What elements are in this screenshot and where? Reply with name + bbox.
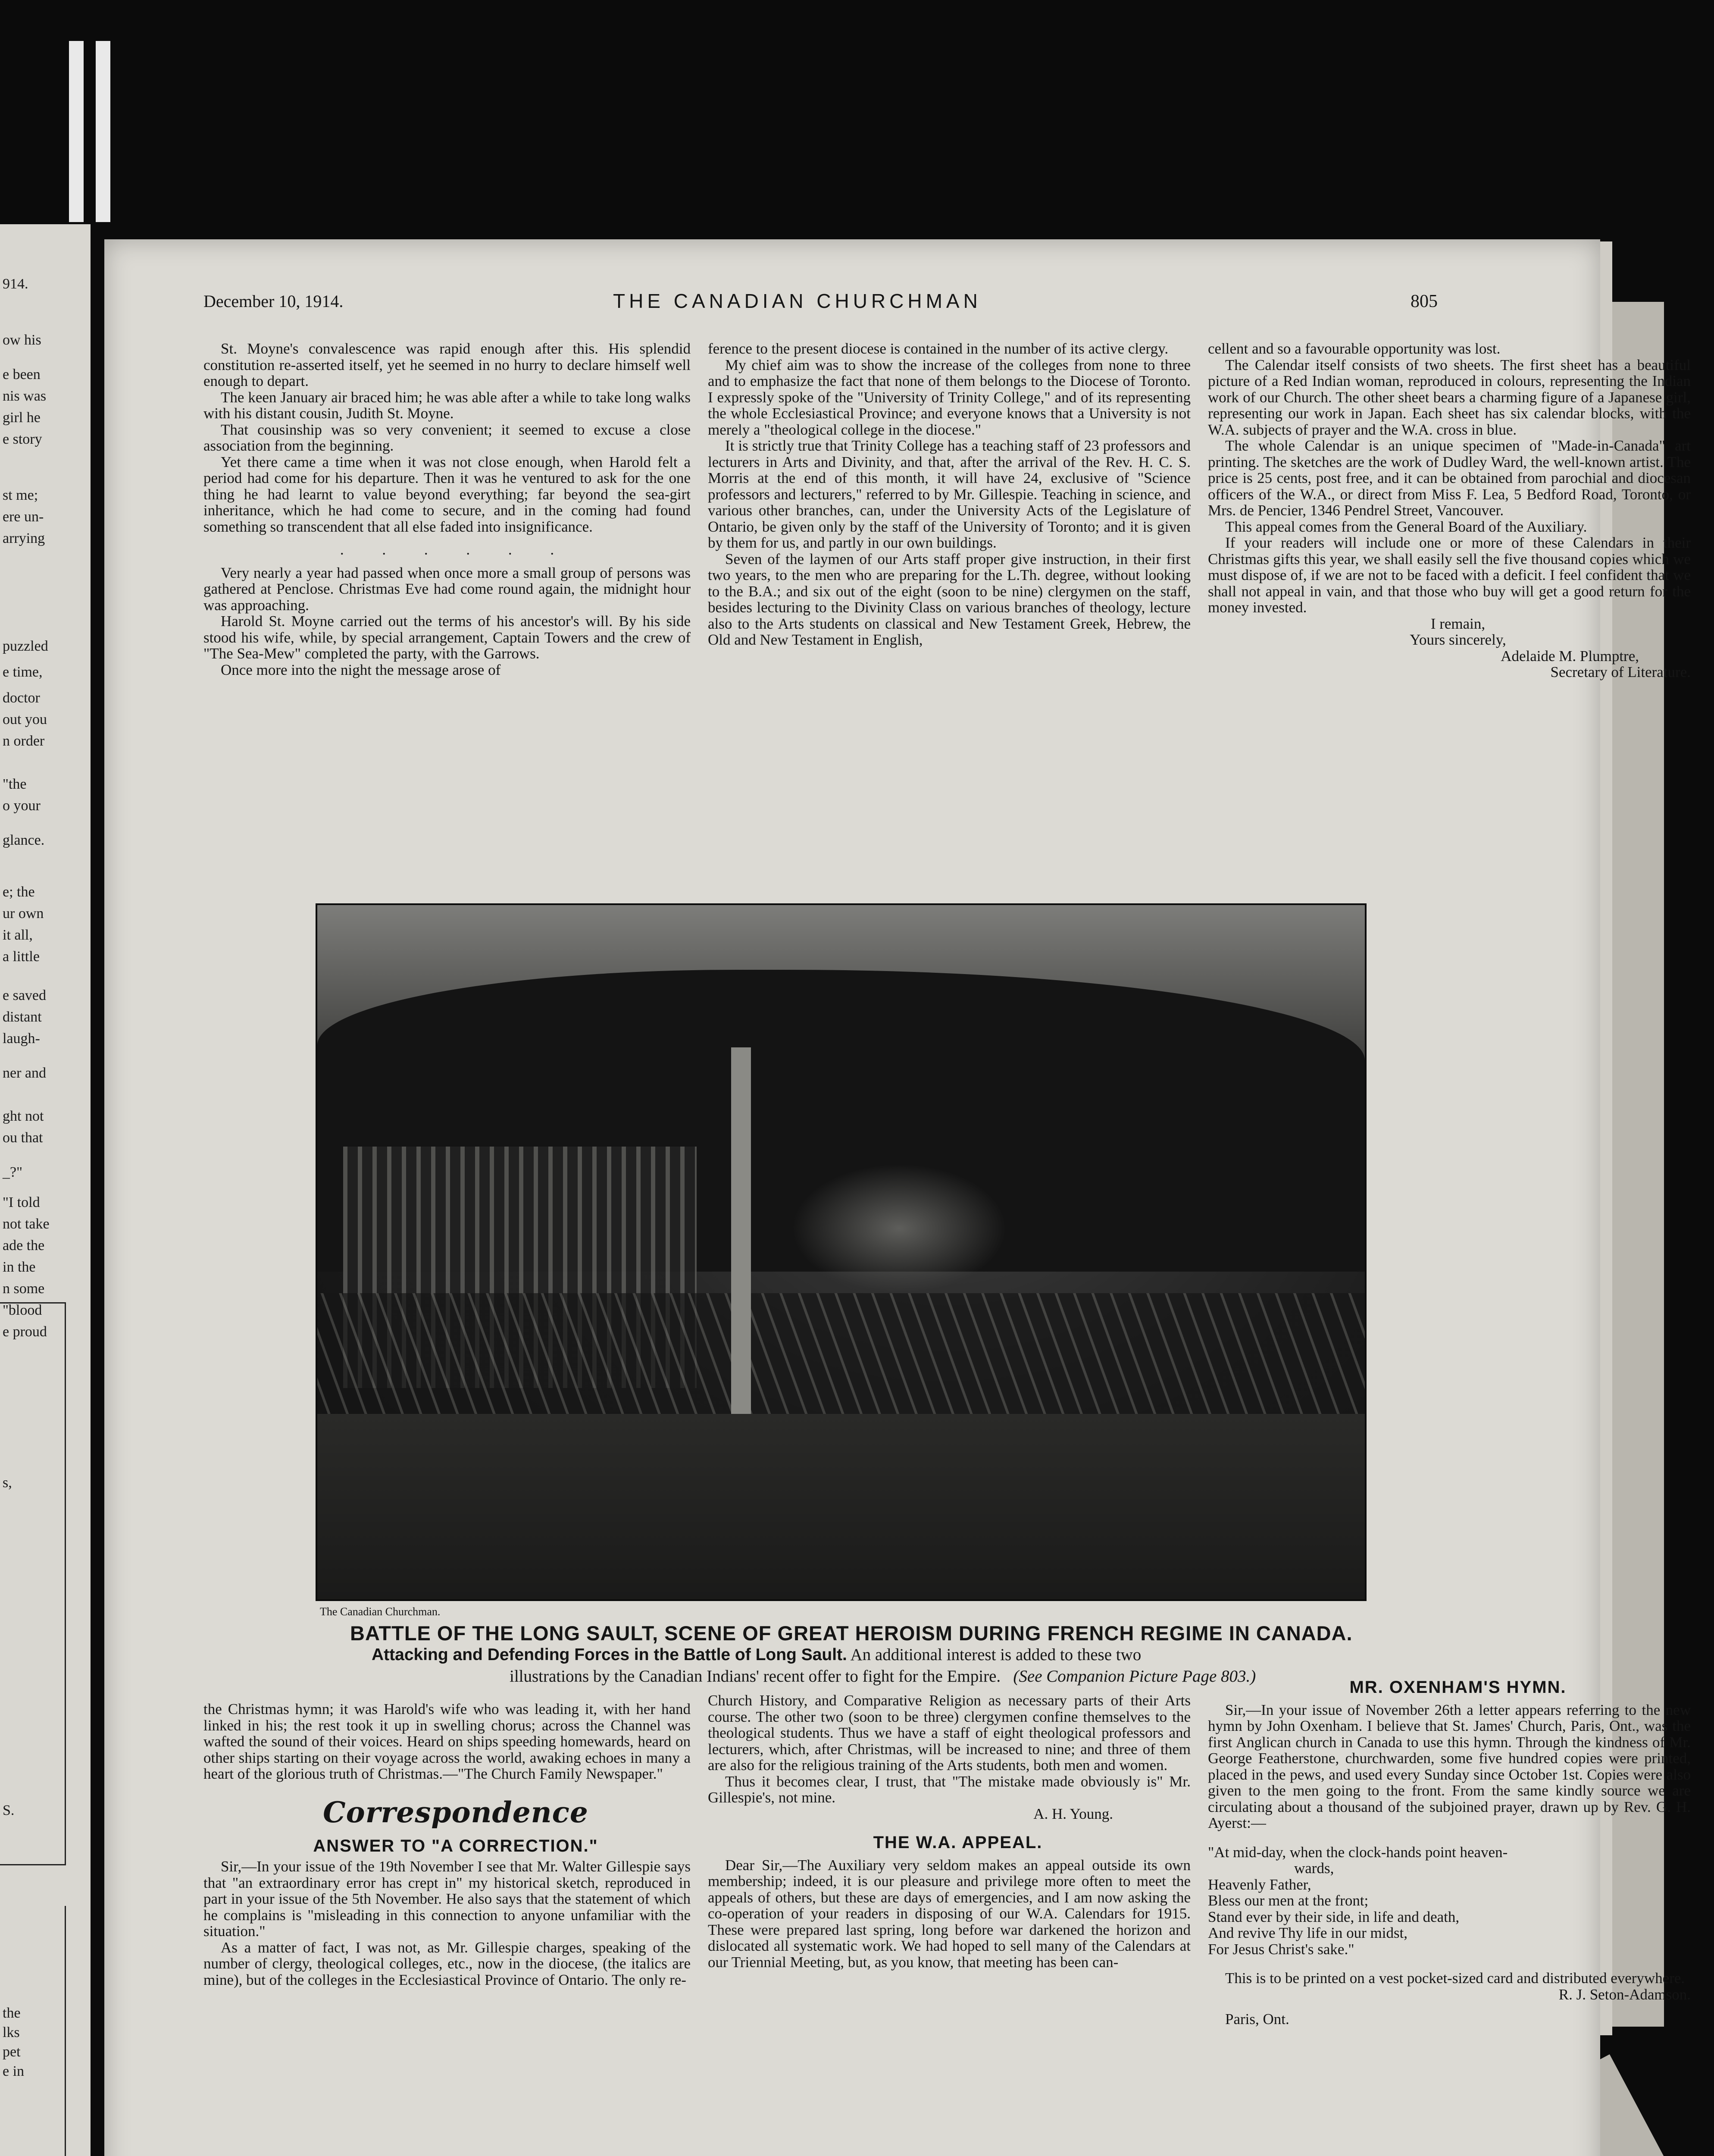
caption-bold: Attacking and Defending Forces in the Battle of Long Sault. <box>372 1645 847 1664</box>
paragraph: Sir,—In your issue of November 26th a letter appears referring to the new hymn by John Oxenham. I believe that St. James' Church, Paris, Ont., was the first Anglican church in Canada to use this hymn. Through the kindness of Mr. George Featherstone, churchwarden, some five hundred copies were printed, placed in the pews, and used every Sunday since October 1st. Copies were also given to the men going to the front. From the same kindly source we are circulating about a thousand of the subjoined prayer, drawn up by Rev. G. H. Ayerst:— <box>1208 1701 1691 1831</box>
prev-page-fragment: o your <box>3 798 41 814</box>
poem-line: Heavenly Father, <box>1208 1876 1311 1893</box>
photo-smoke <box>791 1164 1007 1293</box>
letter-signature-role: Secretary of Literature. <box>1550 664 1691 680</box>
signature: A. H. Young. <box>1033 1805 1113 1822</box>
article-heading: ANSWER TO "A CORRECTION." <box>313 1836 598 1855</box>
prev-page-box <box>0 1302 66 1865</box>
paragraph: Once more into the night the message arose of <box>221 661 501 678</box>
signature: R. J. Seton-Adamson. <box>1558 1986 1691 2003</box>
prev-page-fragment: e been <box>3 367 41 382</box>
prev-page-fragment: "the <box>3 776 27 792</box>
prev-page-fragment: _?" <box>3 1164 22 1180</box>
prev-page-fragment: in the <box>3 1259 36 1275</box>
photo-caption-title: BATTLE OF THE LONG SAULT, SCENE OF GREAT HEROISM DURING FRENCH REGIME IN CANADA. <box>350 1622 1353 1645</box>
prev-page-fragment: e time, <box>3 664 43 680</box>
film-bar-top-right <box>96 41 110 222</box>
header-date: December 10, 1914. <box>203 291 344 311</box>
paragraph: ference to the present diocese is contained in the number of its active clergy. <box>708 340 1169 357</box>
caption-rest: An additional interest is added to these two <box>850 1645 1142 1664</box>
prev-page-fragment: out you <box>3 711 47 727</box>
prev-page-fragment: distant <box>3 1009 42 1025</box>
paragraph: The Calendar itself consists of two sheets. The first sheet has a beautiful picture of a Red Indian woman, reproduced in colours, representing the Indian work of our Church. The other sheet bears a charming figure of a Japanese girl, representing our work in Japan. Each sheet has six calendar blocks, with the W.A. subjects of prayer and the W.A. cross in blue. <box>1208 356 1691 438</box>
prev-page-fragment: "blood <box>3 1302 42 1318</box>
paragraph: Yet there came a time when it was not close enough, when Harold felt a period had come for his departure. Then it was he ventured to ask for the one thing he had learnt to value beyond everything; far beyond the sea-girt inheritance, which he had come to secure, and in the coming had found something so transcendent that all else faded into insignificance. <box>203 453 691 535</box>
paragraph: That cousinship was so very convenient; it seemed to excuse a close association from the beginning. <box>203 421 691 454</box>
prev-page-fragment: e saved <box>3 987 47 1003</box>
paragraph: This appeal comes from the General Board of the Auxiliary. <box>1225 518 1587 535</box>
page-header <box>104 291 1600 321</box>
paragraph: Dear Sir,—The Auxiliary very seldom makes an appeal outside its own membership; indeed, it is our pleasure and privilege more often to meet the appeals of others, but these are days of emergencies, and I am now asking the co-operation of your readers in disposing of our W.A. Calendars for 1915. These were prepared last spring, long before war darkened the horizon and dislocated all systematic work. We had hoped to sell many of the Calendars at our Triennial Meeting, but, as you know, that meeting has been can- <box>708 1856 1191 1971</box>
paragraph: cellent and so a favourable opportunity was lost. <box>1208 340 1501 357</box>
prev-page-fragment: ade the <box>3 1238 45 1253</box>
paragraph: The whole Calendar is an unique specimen of "Made-in-Canada" art printing. The sketches are the work of Dudley Ward, the well-known artist. The price is 25 cents, post free, and it can be obtained from parochial and diocesan officers of the W.A., or direct from Miss F. Lea, 5 Bedford Road, Toronto, or Mrs. de Pencier, 1346 Pendrel Street, Vancouver. <box>1208 437 1691 519</box>
prev-page-fragment: ou that <box>3 1130 43 1146</box>
prev-page-fragment: e in <box>3 2063 25 2079</box>
prev-page-fragment: n order <box>3 733 45 749</box>
poem-line: Bless our men at the front; <box>1208 1892 1369 1909</box>
caption-reference: (See Companion Picture Page 803.) <box>1013 1667 1256 1686</box>
prev-page-fragment: "I told <box>3 1194 40 1210</box>
paragraph: Harold St. Moyne carried out the terms of his ancestor's will. By his side stood his wife, while, by special arrangement, Captain Towers and the crew of "The Sea-Mew" completed the party, with the Garrows. <box>203 613 691 662</box>
section-title: Correspondence <box>323 1795 588 1829</box>
letter-signature: Adelaide M. Plumptre, <box>1501 647 1639 664</box>
paragraph: This is to be printed on a vest pocket-sized card and distributed everywhere. <box>1225 1970 1685 1987</box>
column-1-bottom <box>203 1701 691 1988</box>
prev-page-fragment: e; the <box>3 884 35 900</box>
header-page-number: 805 <box>1411 291 1438 311</box>
paragraph: If your readers will include one or more of these Calendars in their Christmas gifts this year, we shall easily sell the five thousand copies which we must dispose of, if we are not to be faced with a deficit. I feel confident that we shall not appeal in vain, and that those who buy will get a good return for the money invested. <box>1208 534 1691 616</box>
column-3-top <box>1208 341 1691 680</box>
poem-line: And revive Thy life in our midst, <box>1208 1924 1408 1941</box>
prev-page-fragment: puzzled <box>3 638 48 654</box>
paragraph: It is strictly true that Trinity College has a teaching staff of 23 professors and lecturers in Arts and Divinity, and that, after the arrival of the Rev. H. C. S. Morris at the end of this month, it will have 24, exclusive of "Science professors and lecturers," referred to by Mr. Gillespie. Teaching in science, and various other branches, can, under the University Acts of the Legislature of Ontario, be given only by the staff of the University of Toronto; and it is given by them for us, and partly in our own buildings. <box>708 437 1191 551</box>
paragraph: Seven of the laymen of our Arts staff proper give instruction, in their first two years, to the men who are preparing for the L.Th. degree, without looking to the B.A.; and six out of the eight (soon to be nine) clergymen on the staff, besides lecturing to the Divinity Class on various branches of theology, lecture also to the Arts students on classical and New Testament Greek, Hebrew, the Old and New Testament in English, <box>708 550 1191 648</box>
column-2-top <box>708 341 1191 648</box>
prev-page-fragment: nis was <box>3 388 47 404</box>
paragraph: Thus it becomes clear, I trust, that "The mistake made obviously is" Mr. Gillespie's, not mine. <box>708 1773 1191 1806</box>
prev-page-fragment: S. <box>3 1802 15 1818</box>
prev-page-fragment: the <box>3 2005 21 2021</box>
prev-page-fragment: ner and <box>3 1065 47 1081</box>
prev-page-fragment: st me; <box>3 487 38 503</box>
battle-photograph <box>316 903 1367 1601</box>
photo-ground <box>317 1414 1365 1599</box>
poem-line: "At mid-day, when the clock-hands point heaven- <box>1208 1843 1508 1861</box>
poem-line: For Jesus Christ's sake." <box>1208 1940 1354 1958</box>
prev-page-fragment: laugh- <box>3 1031 40 1047</box>
photo-caption-line-3 <box>510 1667 1256 1686</box>
paragraph: As a matter of fact, I was not, as Mr. Gillespie charges, speaking of the number of clergy, theological colleges, etc., now in the diocese, (the italics are mine), but of the colleges in the Ecclesiastical Province of Ontario. The only re- <box>203 1939 691 1988</box>
paragraph: Very nearly a year had passed when once more a small group of persons was gathered at Penclose. Christmas Eve had come round again, the midnight hour was approaching. <box>203 564 691 614</box>
article-heading: THE W.A. APPEAL. <box>873 1833 1043 1852</box>
photo-credit: The Canadian Churchman. <box>320 1605 441 1618</box>
prev-page-fragment: arrying <box>3 530 45 546</box>
caption-line-3: illustrations by the Canadian Indians' recent offer to fight for the Empire. <box>510 1667 1001 1686</box>
prev-page-fragment: ere un- <box>3 509 44 525</box>
prev-page-fragment: 914. <box>3 276 28 292</box>
prev-page-fragment: ur own <box>3 906 44 921</box>
prev-page-fragment: e proud <box>3 1324 47 1340</box>
prev-page-fragment: a little <box>3 949 40 965</box>
prev-page-fragment: doctor <box>3 690 40 706</box>
section-break-dots: . . . . . . <box>340 541 572 558</box>
prayer-poem <box>1208 1844 1691 1958</box>
paragraph: St. Moyne's convalescence was rapid enough after this. His splendid constitution re-asserted itself, yet he seemed in no hurry to declare himself well enough to depart. <box>203 340 691 389</box>
film-bar-top-left <box>69 41 84 222</box>
poem-line: wards, <box>1294 1860 1334 1877</box>
letter-closing: I remain, <box>1430 615 1486 632</box>
article-heading: MR. OXENHAM'S HYMN. <box>1349 1678 1567 1697</box>
column-2-bottom <box>708 1692 1191 1970</box>
column-3-bottom <box>1208 1680 1691 2028</box>
paragraph: Church History, and Comparative Religion as necessary parts of their Arts course. The other two (soon to be three) clergymen confine themselves to the theological students. Thus we have a staff of eight theological professors and lecturers, which, after Christmas, will be increased to nine; and three of them are also for the religious training of the Arts students, both men and women. <box>708 1692 1191 1774</box>
prev-page-fragment: ow his <box>3 332 41 348</box>
newspaper-page <box>104 239 1691 2156</box>
paragraph: The keen January air braced him; he was able after a while to take long walks with his distant cousin, Judith St. Moyne. <box>203 389 691 422</box>
prev-page-fragment: not take <box>3 1216 50 1232</box>
prev-page-fragment: pet <box>3 2044 21 2060</box>
prev-page-fragment: ght not <box>3 1108 44 1124</box>
signature-place: Paris, Ont. <box>1225 2011 1289 2028</box>
prev-page-fragment: glance. <box>3 832 45 848</box>
paragraph: My chief aim was to show the increase of the colleges from none to three and to emphasize the fact that none of them belongs to the Diocese of Toronto. I expressly spoke of the "University of Trinity College," and of its representing the whole Ecclesiastical Province; and everyone knows that a University is not merely a "theological college in the diocese." <box>708 356 1191 438</box>
photo-caption-line-2 <box>372 1645 1536 1664</box>
prev-page-fragment: n some <box>3 1281 45 1297</box>
prev-page-fragment: it all, <box>3 927 33 943</box>
prev-page-fragment: e story <box>3 431 42 447</box>
paragraph: the Christmas hymn; it was Harold's wife who was leading it, with her hand linked in his; the rest took it up in swelling chorus; across the Channel was wafted the sound of their voices. Heard on ships speeding homewards, heard on other ships starting on their voyage across the world, awaking echoes in many a heart of the glorious truth of Christmas.—"The Church Family Newspaper." <box>203 1701 691 1782</box>
paragraph: Sir,—In your issue of the 19th November I see that Mr. Walter Gillespie says that "an extraordinary error has crept in" my historical sketch, reproduced in part in your issue of the 5th November. He also says that the statement of which he complains is "misleading in this connection to anyone unfamiliar with the situation." <box>203 1858 691 1940</box>
previous-page-edge <box>0 224 91 2156</box>
header-title: THE CANADIAN CHURCHMAN <box>613 290 982 312</box>
letter-closing-2: Yours sincerely, <box>1410 631 1506 648</box>
prev-page-fragment: girl he <box>3 410 41 426</box>
prev-page-fragment: lks <box>3 2024 20 2040</box>
poem-line: Stand ever by their side, in life and death, <box>1208 1908 1460 1925</box>
prev-page-fragment: s, <box>3 1475 12 1491</box>
column-1-top <box>203 341 691 678</box>
